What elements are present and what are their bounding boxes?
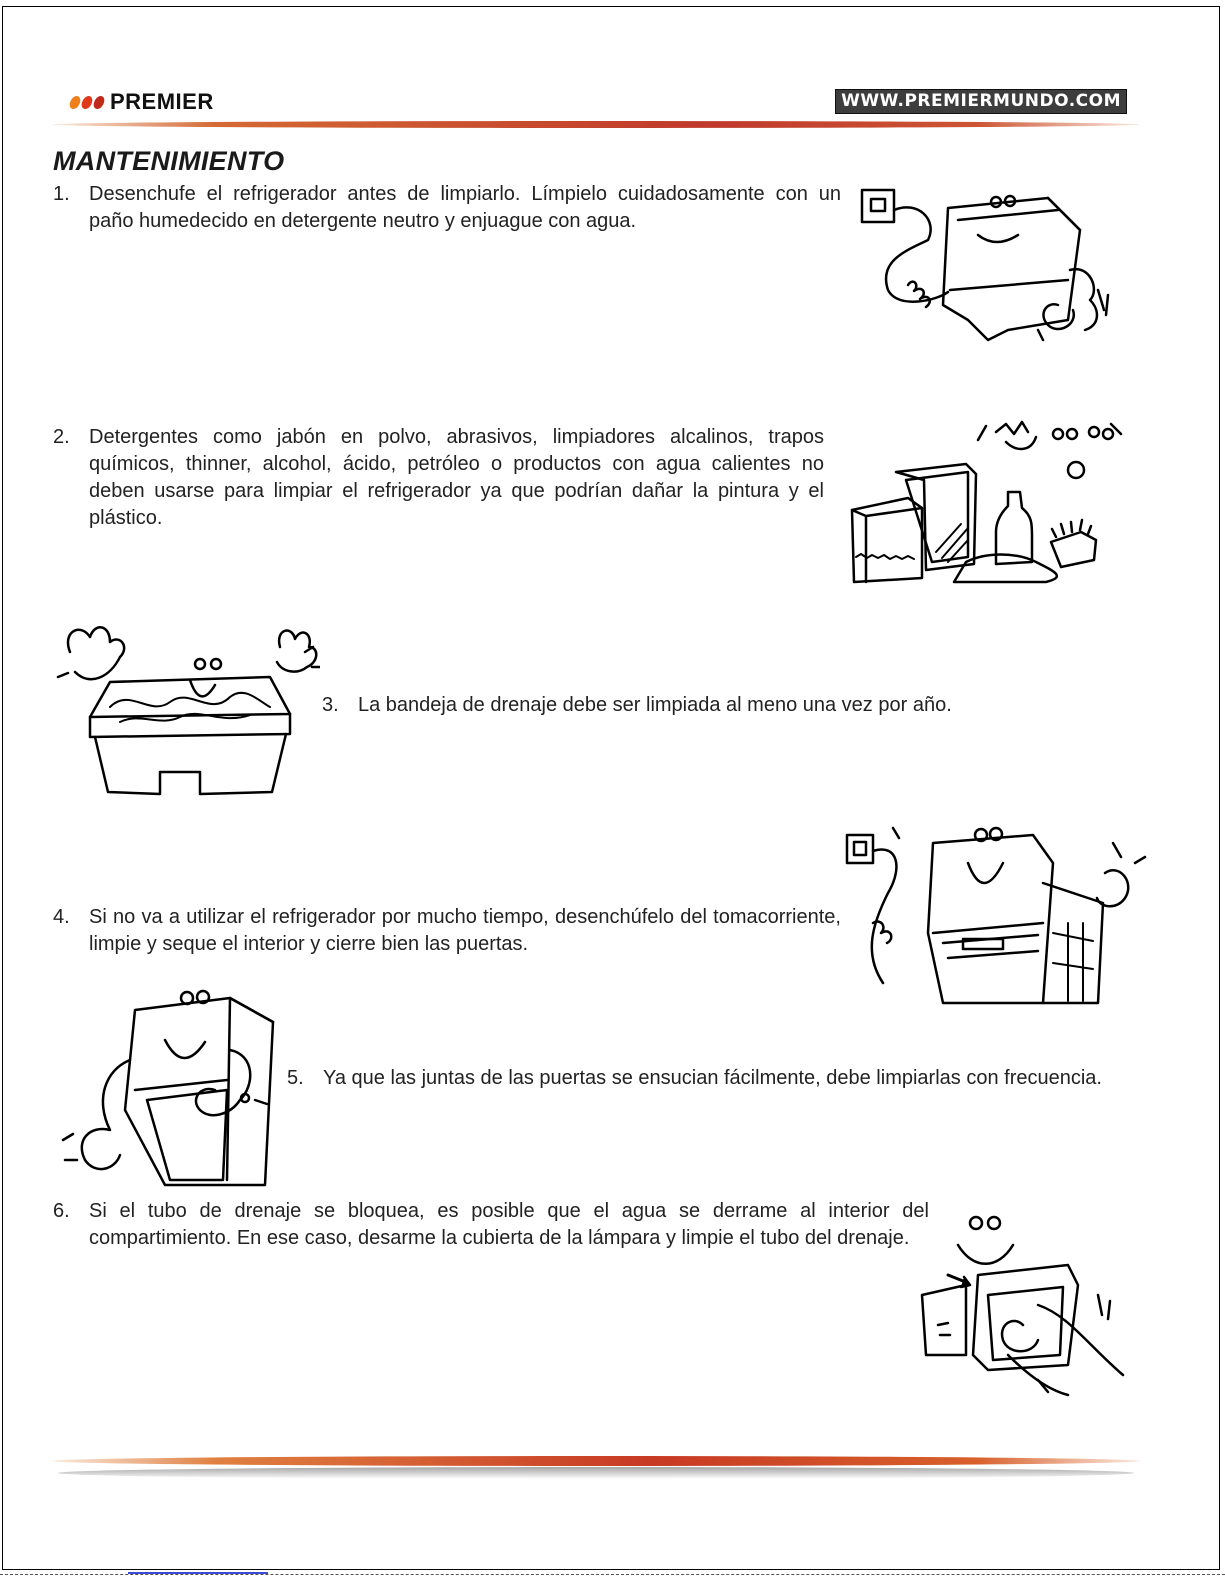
door-gasket-icon [55,980,280,1190]
footer-divider [52,1456,1140,1466]
page-edge-line [0,1574,1225,1575]
maintenance-item-6 [53,1198,929,1252]
unplug-refrigerator-icon [858,180,1122,345]
logo-dot-2 [80,96,93,109]
logo-dots-icon [70,96,104,109]
brand-name: PREMIER [110,89,214,114]
section-title: MANTENIMIENTO [53,146,285,176]
logo-dot-1 [68,96,81,109]
item-text: Si el tubo de drenaje se bloquea, es posible que el agua se derrame al interior del compartimiento. En ese caso, desarme la cubierta de la lámpara y limpie el tubo del drenaje. [89,1200,929,1249]
item-number: 5. [287,1067,304,1089]
logo-dot-3 [92,96,105,109]
item-number: 2. [53,426,70,448]
item-number: 1. [53,183,70,205]
header-divider [52,121,1140,128]
drain-tray-icon [50,622,320,807]
item-text: Si no va a utilizar el refrigerador por mucho tiempo, desenchúfelo del tomacorriente, limpie y seque el interior y cierre bien las puertas. [89,906,841,955]
item-text: Desenchufe el refrigerador antes de limpiarlo. Límpielo cuidadosamente con un paño humedecido en detergente neutro y enjuague con agua. [89,183,841,232]
open-refrigerator-icon [843,823,1148,1010]
item-text: Detergentes como jabón en polvo, abrasivos, limpiadores alcalinos, trapos químicos, thinner, alcohol, ácido, petróleo o productos con agua calientes no deben usarse para limpiar el refrigerador ya que podrían dañar la pintura y el plástico. [89,426,824,529]
maintenance-item-1 [53,181,841,235]
maintenance-item-5 [287,1065,1127,1092]
item-number: 6. [53,1200,70,1222]
item-text: Ya que las juntas de las puertas se ensucian fácilmente, debe limpiarlas con frecuencia. [323,1067,1102,1089]
website-url[interactable]: WWW.PREMIERMUNDO.COM [835,89,1127,114]
item-number: 3. [322,694,339,716]
item-number: 4. [53,906,70,928]
maintenance-item-4 [53,904,841,958]
maintenance-item-3 [322,692,1062,719]
maintenance-item-2 [53,424,824,532]
brand-logo [70,90,214,114]
detergents-icon [846,412,1136,587]
edge-link-mark [128,1572,268,1574]
lamp-cover-icon [918,1205,1136,1400]
item-text: La bandeja de drenaje debe ser limpiada al meno una vez por año. [358,694,952,716]
footer-divider-shadow [58,1467,1134,1479]
